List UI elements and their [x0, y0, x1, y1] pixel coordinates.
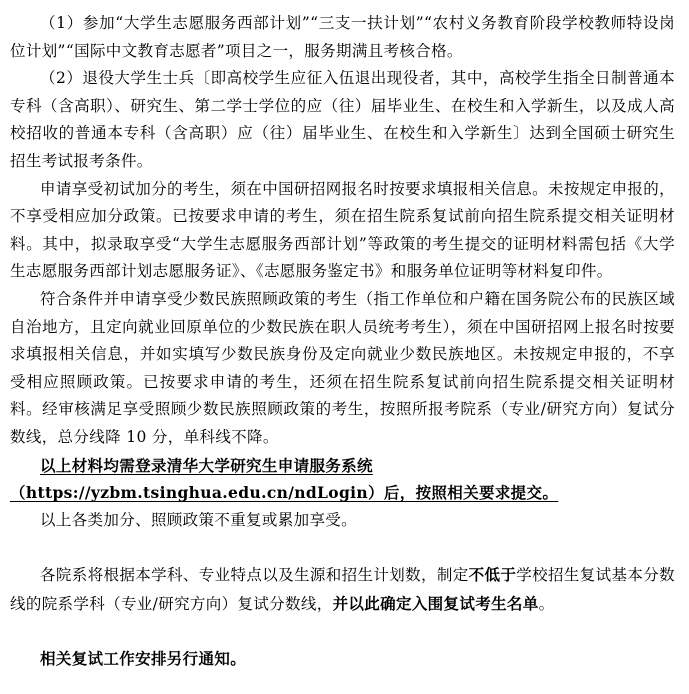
score-line-text-2: 学校招生复试基本分数线的院系学科（专业/研究方向）复试分数线， [10, 566, 675, 613]
paragraph-submission-url [10, 479, 675, 507]
spacer [10, 534, 675, 561]
submission-url-text: （https://yzbm.tsinghua.edu.cn/ndLogin）后，按照相关要求提交。 [10, 483, 559, 503]
spacer [10, 618, 675, 645]
paragraph-no-stacking: 以上各类加分、照顾政策不重复或累加享受。 [40, 510, 358, 529]
score-line-text-3: 。 [538, 594, 555, 613]
score-line-bold-2: 并以此确定入围复试考生名单 [332, 593, 539, 613]
paragraph-bonus-application: 申请享受初试加分的考生，须在中国研招网报名时按要求填报相关信息。未按规定申报的，不享受相应加分政策。已按要求申请的考生，须在招生院系复试前向招生院系提交相关证明材料。其中，拟录取享受“大学生志愿服务西部计划”等政策的考生提交的证明材料需包括《大学生志愿服务西部计划志愿服务证》、《志愿服务鉴定书》和服务单位证明等材料复印件。 [10, 179, 675, 281]
paragraph-retest-notice: 相关复试工作安排另行通知。 [40, 649, 247, 669]
paragraph-minority-policy: 符合条件并申请享受少数民族照顾政策的考生（指工作单位和户籍在国务院公布的民族区域自治地方，且定向就业回原单位的少数民族在职人员统考考生），须在中国研招网上报名时按要求填报相关信息，并如实填写少数民族身份及定向就业少数民族地区。未按规定申报的，不享受相应照顾政策。已按要求申请的考生，还须在招生院系复试前向招生院系提交相关证明材料。经审核满足享受照顾少数民族照顾政策的考生，按照所报考院系（专业/研究方向）复试分数线，总分线降 10 分，单科线不降。 [10, 289, 675, 446]
score-line-text-1: 各院系将根据本学科、专业特点以及生源和招生计划数，制定 [40, 566, 469, 585]
paragraph-veteran-students: （2）退役大学生士兵〔即高校学生应征入伍退出现役者，其中，高校学生指全日制普通本专科（含高职）、研究生、第二学士学位的应（往）届毕业生、在校生和入学新生，以及成人高校招收的普通本专科（含高职）应（往）届毕业生、在校生和入学新生〕达到全国硕士研究生招生考试报考条件。 [10, 69, 675, 170]
paragraph-score-line [10, 561, 675, 618]
paragraph-volunteer-programs: （1）参加“大学生志愿服务西部计划”“三支一扶计划”“农村义务教育阶段学校教师特设岗位计划”“国际中文教育志愿者”项目之一，服务期满且考核合格。 [10, 14, 675, 60]
score-line-bold-1: 不低于 [468, 565, 517, 585]
submission-system-text: 以上材料均需登录清华大学研究生申请服务系统 [40, 455, 373, 475]
paragraph-submission-system [10, 452, 675, 480]
